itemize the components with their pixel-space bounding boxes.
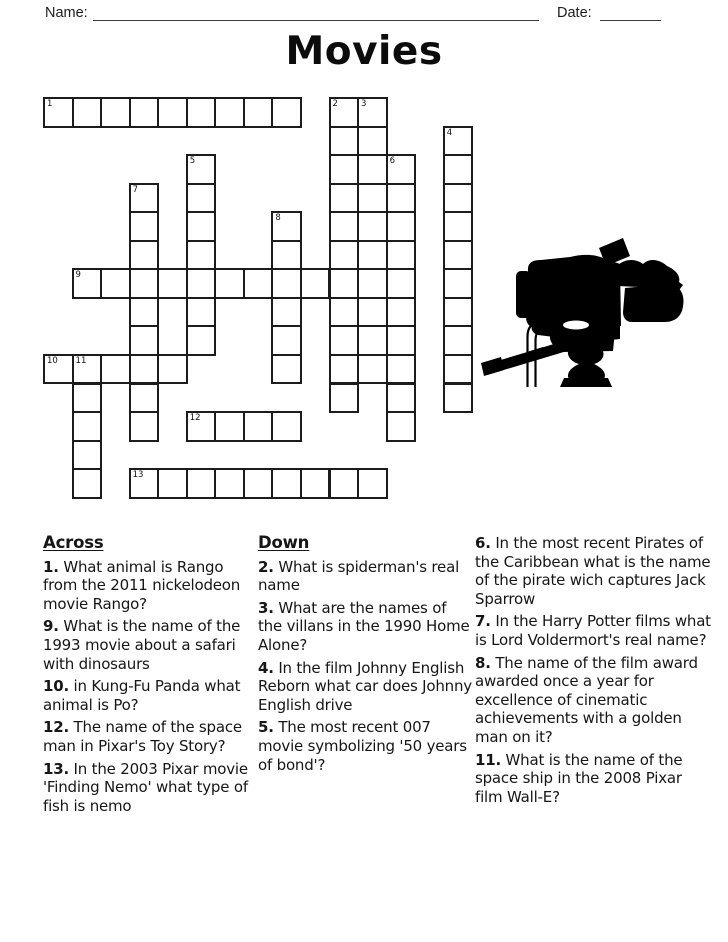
- crossword-cell-r7-c11[interactable]: [357, 297, 388, 328]
- crossword-cell-r11-c12[interactable]: [386, 411, 417, 442]
- crossword-cell-r6-c12[interactable]: [386, 268, 417, 299]
- crossword-cell-r6-c4[interactable]: [157, 268, 188, 299]
- crossword-cell-r8-c3[interactable]: [129, 325, 160, 356]
- crossword-cell-r5-c5[interactable]: [186, 240, 217, 271]
- cell-number: 8: [275, 213, 281, 224]
- crossword-cell-r13-c7[interactable]: [243, 468, 274, 499]
- crossword-cell-r6-c11[interactable]: [357, 268, 388, 299]
- crossword-cell-r9-c0[interactable]: [43, 354, 74, 385]
- crossword-cell-r3-c11[interactable]: [357, 183, 388, 214]
- crossword-cell-r13-c5[interactable]: [186, 468, 217, 499]
- page-title: Movies: [285, 29, 443, 74]
- crossword-cell-r13-c3[interactable]: [129, 468, 160, 499]
- crossword-cell-r11-c5[interactable]: [186, 411, 217, 442]
- crossword-cell-r0-c10[interactable]: [329, 97, 360, 128]
- cell-number: 9: [75, 270, 81, 281]
- clue-across-13: 13. In the 2003 Pixar movie 'Finding Nemo' what type of fish is nemo: [43, 759, 248, 815]
- crossword-cell-r9-c10[interactable]: [329, 354, 360, 385]
- crossword-cell-r2-c5[interactable]: [186, 154, 217, 185]
- crossword-cell-r6-c7[interactable]: [243, 268, 274, 299]
- clue-number: 2.: [258, 557, 274, 576]
- across-clue-list: [43, 558, 251, 816]
- crossword-cell-r6-c3[interactable]: [129, 268, 160, 299]
- clue-number: 13.: [43, 759, 69, 778]
- down-clues-column-2: [475, 534, 712, 810]
- crossword-cell-r3-c12[interactable]: [386, 183, 417, 214]
- across-heading: Across: [43, 533, 104, 552]
- crossword-cell-r11-c3[interactable]: [129, 411, 160, 442]
- cell-number: 5: [189, 156, 196, 167]
- cell-number: 10: [47, 355, 58, 366]
- crossword-cell-r13-c11[interactable]: [357, 468, 388, 499]
- crossword-cell-r5-c14[interactable]: [443, 240, 474, 271]
- crossword-cell-r9-c8[interactable]: [271, 354, 302, 385]
- clue-down-6: 6. In the most recent Pirates of the Caribbean what is the name of the pirate wich captures Jack Sparrow: [475, 534, 711, 608]
- crossword-cell-r7-c10[interactable]: [329, 297, 360, 328]
- crossword-cell-r9-c2[interactable]: [100, 354, 131, 385]
- clue-down-3: 3. What are the names of the villans in the 1990 Home Alone?: [258, 598, 470, 654]
- crossword-cell-r2-c12[interactable]: [386, 154, 417, 185]
- crossword-cell-r0-c3[interactable]: [129, 97, 160, 128]
- clue-down-7: 7. In the Harry Potter films what is Lord Voldermort's real name?: [475, 612, 711, 649]
- clue-number: 8.: [475, 653, 491, 672]
- crossword-cell-r8-c8[interactable]: [271, 325, 302, 356]
- clue-across-1: 1. What animal is Rango from the 2011 nickelodeon movie Rango?: [43, 557, 241, 613]
- crossword-cell-r2-c11[interactable]: [357, 154, 388, 185]
- crossword-cell-r6-c5[interactable]: [186, 268, 217, 299]
- crossword-cell-r8-c5[interactable]: [186, 325, 217, 356]
- crossword-cell-r0-c11[interactable]: [357, 97, 388, 128]
- crossword-cell-r4-c5[interactable]: [186, 211, 217, 242]
- crossword-cell-r1-c11[interactable]: [357, 126, 388, 157]
- clue-number: 5.: [258, 718, 274, 737]
- crossword-cell-r9-c3[interactable]: [129, 354, 160, 385]
- clue-down-2: 2. What is spiderman's real name: [258, 557, 460, 595]
- clue-number: 1.: [43, 557, 59, 576]
- clue-number: 4.: [258, 658, 274, 677]
- crossword-cell-r4-c12[interactable]: [386, 211, 417, 242]
- cell-number: 2: [332, 99, 338, 109]
- crossword-cell-r0-c5[interactable]: [186, 97, 217, 128]
- crossword-cell-r10-c1[interactable]: [72, 383, 103, 414]
- crossword-cell-r7-c8[interactable]: [271, 297, 302, 328]
- crossword-cell-r5-c10[interactable]: [329, 240, 360, 271]
- clue-number: 7.: [475, 612, 491, 631]
- crossword-cell-r5-c12[interactable]: [386, 240, 417, 271]
- clue-number: 10.: [43, 677, 69, 696]
- crossword-cell-r13-c8[interactable]: [271, 468, 302, 499]
- clue-down-11: 11. What is the name of the space ship in the 2008 Pixar film Wall-E?: [475, 750, 683, 806]
- clue-number: 6.: [475, 534, 491, 552]
- crossword-cell-r9-c11[interactable]: [357, 354, 388, 385]
- crossword-cell-r7-c14[interactable]: [443, 297, 474, 328]
- crossword-cell-r6-c8[interactable]: [271, 268, 302, 299]
- crossword-cell-r11-c6[interactable]: [214, 411, 245, 442]
- cell-number: 6: [389, 156, 396, 167]
- crossword-cell-r4-c8[interactable]: [271, 211, 302, 242]
- crossword-cell-r13-c10[interactable]: [329, 468, 360, 499]
- cell-number: 3: [361, 99, 367, 109]
- crossword-cell-r9-c1[interactable]: [72, 354, 103, 385]
- crossword-cell-r3-c3[interactable]: [129, 183, 160, 214]
- crossword-cell-r1-c14[interactable]: [443, 126, 474, 157]
- crossword-cell-r1-c10[interactable]: [329, 126, 360, 157]
- crossword-cell-r8-c10[interactable]: [329, 325, 360, 356]
- crossword-cell-r10-c12[interactable]: [386, 383, 417, 414]
- crossword-cell-r0-c6[interactable]: [214, 97, 245, 128]
- video-camera-icon: [470, 225, 720, 395]
- clue-down-8: 8. The name of the film award awarded once a year for excellence of cinematic achievements with a golden man on it?: [475, 653, 698, 746]
- crossword-cell-r0-c4[interactable]: [157, 97, 188, 128]
- crossword-cell-r11-c1[interactable]: [72, 411, 103, 442]
- cell-number: 4: [446, 127, 453, 138]
- name-fill-line[interactable]: [93, 20, 539, 21]
- crossword-cell-r10-c14[interactable]: [443, 383, 474, 414]
- cell-number: 7: [132, 184, 139, 195]
- name-label: Name:: [45, 5, 88, 21]
- date-fill-line[interactable]: [600, 20, 661, 21]
- crossword-cell-r7-c12[interactable]: [386, 297, 417, 328]
- clue-across-9: 9. What is the name of the 1993 movie about a safari with dinosaurs: [43, 617, 241, 673]
- across-clues-column: [43, 534, 251, 819]
- crossword-cell-r7-c3[interactable]: [129, 297, 160, 328]
- clue-down-4: 4. In the film Johnny English Reborn what car does Johnny English drive: [258, 658, 472, 714]
- down-clue-list-1: [258, 558, 474, 775]
- crossword-cell-r5-c3[interactable]: [129, 240, 160, 271]
- crossword-cell-r0-c7[interactable]: [243, 97, 274, 128]
- crossword-cell-r3-c14[interactable]: [443, 183, 474, 214]
- crossword-cell-r13-c1[interactable]: [72, 468, 103, 499]
- clue-number: 9.: [43, 617, 59, 636]
- crossword-cell-r3-c5[interactable]: [186, 183, 217, 214]
- clue-number: 12.: [43, 718, 69, 737]
- clue-down-5: 5. The most recent 007 movie symbolizing '50 years of bond'?: [258, 718, 467, 774]
- crossword-cell-r13-c6[interactable]: [214, 468, 245, 499]
- cell-number: 1: [47, 99, 53, 109]
- cell-number: 12: [189, 413, 201, 424]
- crossword-cell-r8-c14[interactable]: [443, 325, 474, 356]
- down-clue-list-2: [475, 534, 712, 806]
- crossword-cell-r6-c2[interactable]: [100, 268, 131, 299]
- down-clues-column-1: [258, 534, 474, 778]
- crossword-cell-r8-c12[interactable]: [386, 325, 417, 356]
- clue-number: 11.: [475, 750, 501, 769]
- crossword-cell-r3-c10[interactable]: [329, 183, 360, 214]
- crossword-cell-r8-c11[interactable]: [357, 325, 388, 356]
- crossword-cell-r0-c1[interactable]: [72, 97, 103, 128]
- crossword-cell-r5-c11[interactable]: [357, 240, 388, 271]
- crossword-cell-r11-c7[interactable]: [243, 411, 274, 442]
- crossword-cell-r0-c0[interactable]: [43, 97, 74, 128]
- crossword-cell-r9-c4[interactable]: [157, 354, 188, 385]
- crossword-cell-r6-c14[interactable]: [443, 268, 474, 299]
- date-label: Date:: [557, 5, 592, 21]
- crossword-cell-r13-c4[interactable]: [157, 468, 188, 499]
- crossword-cell-r10-c10[interactable]: [329, 383, 360, 414]
- cell-number: 11: [75, 355, 87, 366]
- crossword-cell-r13-c9[interactable]: [300, 468, 331, 499]
- crossword-cell-r11-c8[interactable]: [271, 411, 302, 442]
- crossword-cell-r12-c1[interactable]: [72, 440, 103, 471]
- clue-number: 3.: [258, 598, 274, 617]
- crossword-cell-r4-c10[interactable]: [329, 211, 360, 242]
- crossword-cell-r2-c14[interactable]: [443, 154, 474, 185]
- crossword-cell-r2-c10[interactable]: [329, 154, 360, 185]
- crossword-cell-r0-c2[interactable]: [100, 97, 131, 128]
- crossword-cell-r4-c3[interactable]: [129, 211, 160, 242]
- cell-number: 13: [132, 470, 144, 481]
- clue-across-10: 10. in Kung-Fu Panda what animal is Po?: [43, 677, 241, 714]
- crossword-cell-r10-c3[interactable]: [129, 383, 160, 414]
- crossword-cell-r6-c1[interactable]: [72, 268, 103, 299]
- crossword-cell-r6-c10[interactable]: [329, 268, 360, 299]
- down-heading: Down: [258, 533, 310, 552]
- clue-across-12: 12. The name of the space man in Pixar's Toy Story?: [43, 718, 242, 755]
- crossword-cell-r0-c8[interactable]: [271, 97, 302, 128]
- crossword-cell-r4-c11[interactable]: [357, 211, 388, 242]
- crossword-cell-r4-c14[interactable]: [443, 211, 474, 242]
- crossword-cell-r9-c14[interactable]: [443, 354, 474, 385]
- crossword-cell-r6-c9[interactable]: [300, 268, 331, 299]
- crossword-cell-r9-c12[interactable]: [386, 354, 417, 385]
- crossword-cell-r5-c8[interactable]: [271, 240, 302, 271]
- crossword-cell-r6-c6[interactable]: [214, 268, 245, 299]
- crossword-cell-r7-c5[interactable]: [186, 297, 217, 328]
